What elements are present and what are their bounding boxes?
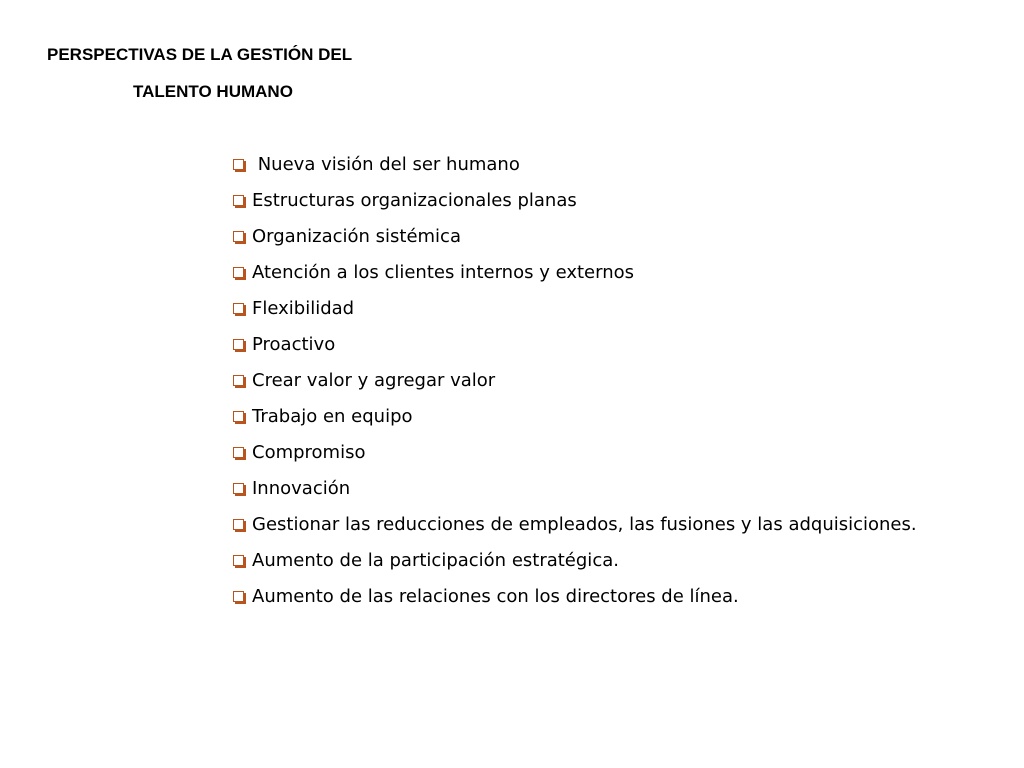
list-item <box>233 291 917 327</box>
list-item-text: Atención a los clientes internos y externos <box>252 262 634 283</box>
list-item-text: Estructuras organizacionales planas <box>252 190 577 211</box>
list-item <box>233 471 917 507</box>
checkbox-icon <box>233 375 245 387</box>
list-item <box>233 399 917 435</box>
bullet-list <box>233 147 917 615</box>
list-item-text: Gestionar las reducciones de empleados, las fusiones y las adquisiciones. <box>252 514 917 535</box>
list-item-text: Aumento de las relaciones con los directores de línea. <box>252 586 739 607</box>
list-item-text: Organización sistémica <box>252 226 461 247</box>
checkbox-icon <box>233 159 245 171</box>
list-item-text: Proactivo <box>252 334 336 355</box>
list-item-text: Crear valor y agregar valor <box>252 370 496 391</box>
list-item <box>233 507 917 543</box>
list-item-text: Compromiso <box>252 442 366 463</box>
list-item <box>233 255 917 291</box>
slide-title-line-2: TALENTO HUMANO <box>133 82 293 101</box>
list-item-text: Nueva visión del ser humano <box>252 154 520 175</box>
list-item <box>233 327 917 363</box>
list-item <box>233 183 917 219</box>
checkbox-icon <box>233 447 245 459</box>
checkbox-icon <box>233 339 245 351</box>
checkbox-icon <box>233 267 245 279</box>
list-item-text: Innovación <box>252 478 351 499</box>
list-item <box>233 219 917 255</box>
checkbox-icon <box>233 303 245 315</box>
list-item-text: Aumento de la participación estratégica. <box>252 550 619 571</box>
list-item-text: Trabajo en equipo <box>252 406 413 427</box>
checkbox-icon <box>233 231 245 243</box>
checkbox-icon <box>233 195 245 207</box>
checkbox-icon <box>233 483 245 495</box>
checkbox-icon <box>233 411 245 423</box>
checkbox-icon <box>233 519 245 531</box>
list-item <box>233 579 917 615</box>
list-item <box>233 147 917 183</box>
checkbox-icon <box>233 555 245 567</box>
list-item <box>233 435 917 471</box>
list-item-text: Flexibilidad <box>252 298 355 319</box>
checkbox-icon <box>233 591 245 603</box>
list-item <box>233 363 917 399</box>
slide-title-line-1: PERSPECTIVAS DE LA GESTIÓN DEL <box>47 45 353 64</box>
list-item <box>233 543 917 579</box>
